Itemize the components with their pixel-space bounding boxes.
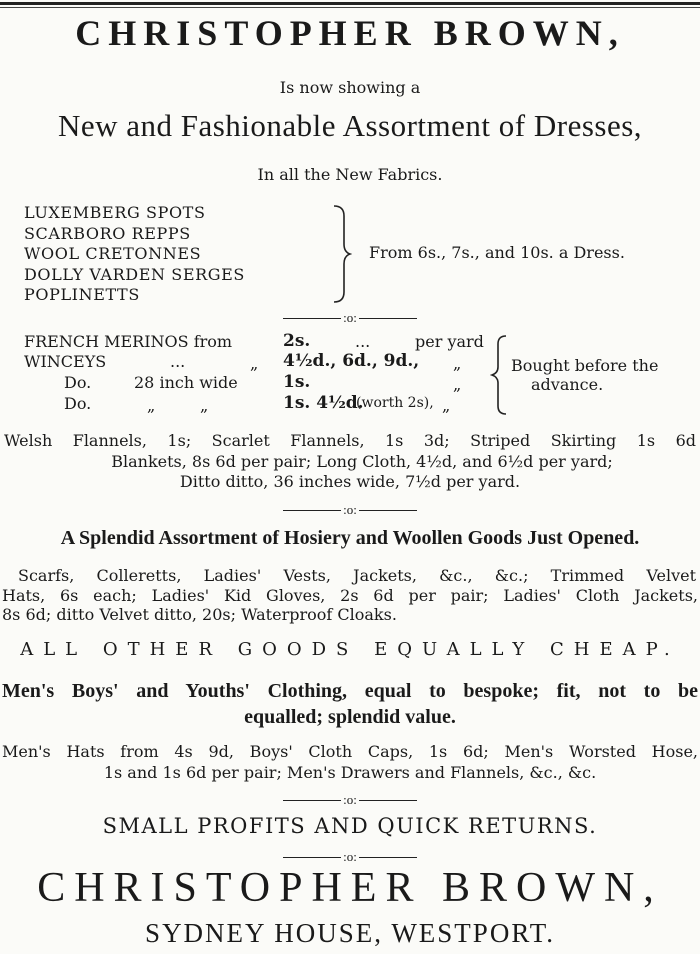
slogan: SMALL PROFITS AND QUICK RETURNS. (102, 814, 598, 838)
intro-text: Is now showing a (279, 78, 421, 97)
bought-note: Bought before the (511, 356, 659, 375)
separator: :o: (0, 502, 700, 518)
bought-note-2: advance. (531, 375, 604, 394)
clothing-line-2: equalled; splendid value. (244, 706, 456, 728)
list-item: LUXEMBERG SPOTS (24, 203, 206, 222)
row-unit: „ (442, 396, 451, 415)
list-item: DOLLY VARDEN SERGES (24, 264, 245, 284)
row-unit: per yard (415, 332, 484, 351)
hosiery-headline: A Splendid Assortment of Hosiery and Woollen Goods Just Opened. (60, 527, 640, 549)
row-price: 1s. 4½d. (283, 393, 364, 413)
hats-line-2: 1s and 1s 6d per pair; Men's Drawers and Flannels, &c., &c. (103, 763, 597, 782)
row-detail: 28 inch wide (134, 373, 238, 392)
row-item: WINCEYS (24, 352, 107, 371)
subheadline: In all the New Fabrics. (257, 165, 443, 184)
list-item: WOOL CRETONNES (24, 244, 202, 263)
hosiery-line-1: Scarfs, Colleretts, Ladies' Vests, Jackets, &c., &c.; Trimmed Velvet (18, 566, 696, 585)
footer-store-name: CHRISTOPHER BROWN, (37, 865, 663, 911)
left-brace (490, 334, 512, 416)
row-item: FRENCH MERINOS from (24, 332, 233, 351)
separator: :o: (0, 792, 700, 808)
row-item: Do. (64, 394, 92, 413)
separator: :o: (0, 849, 700, 865)
clothing-line-1: Men's Boys' and Youths' Clothing, equal to bespoke; fit, not to be (2, 680, 698, 702)
row-ditto: „ (250, 354, 259, 373)
dress-price: From 6s., 7s., and 10s. a Dress. (369, 243, 625, 262)
row-item: Do. (64, 373, 92, 392)
row-dots: ... (170, 352, 186, 371)
store-name-heading: CHRISTOPHER BROWN, (75, 13, 625, 53)
dress-list (24, 203, 245, 306)
row-dots: ... (355, 332, 371, 351)
flannels-line-3: Ditto ditto, 36 inches wide, 7½d per yard. (179, 472, 521, 491)
hosiery-line-2: Hats, 6s each; Ladies' Kid Gloves, 2s 6d per pair; Ladies' Cloth Jackets, (2, 586, 698, 605)
row-ditto: „ (147, 396, 156, 415)
row-unit: „ (453, 354, 462, 373)
row-price: 1s. (283, 372, 311, 392)
headline: New and Fashionable Assortment of Dresses, (57, 108, 643, 143)
hats-line-1: Men's Hats from 4s 9d, Boys' Cloth Caps, 1s 6d; Men's Worsted Hose, (2, 742, 698, 761)
separator: :o: (0, 310, 700, 326)
list-item: SCARBORO REPPS (24, 223, 191, 243)
top-rule (0, 2, 700, 5)
row-unit: „ (453, 375, 462, 394)
right-brace (330, 204, 352, 304)
hosiery-line-3: 8s 6d; ditto Velvet ditto, 20s; Waterproof Cloaks. (2, 605, 397, 624)
row-price: 2s. (283, 331, 311, 351)
cheap-line: ALL OTHER GOODS EQUALLY CHEAP. (20, 639, 680, 660)
row-ditto: „ (200, 396, 209, 415)
flannels-line-2: Blankets, 8s 6d per pair; Long Cloth, 4½d, and 6½d per yard; (111, 452, 613, 471)
row-note: (worth 2s), (356, 395, 434, 411)
row-price: 4½d., 6d., 9d., (283, 351, 420, 371)
footer-address: SYDNEY HOUSE, WESTPORT. (145, 918, 555, 948)
list-item: POPLINETTS (24, 285, 140, 304)
top-rule-thin (0, 7, 700, 8)
flannels-line-1: Welsh Flannels, 1s; Scarlet Flannels, 1s 3d; Striped Skirting 1s 6d (4, 431, 696, 450)
